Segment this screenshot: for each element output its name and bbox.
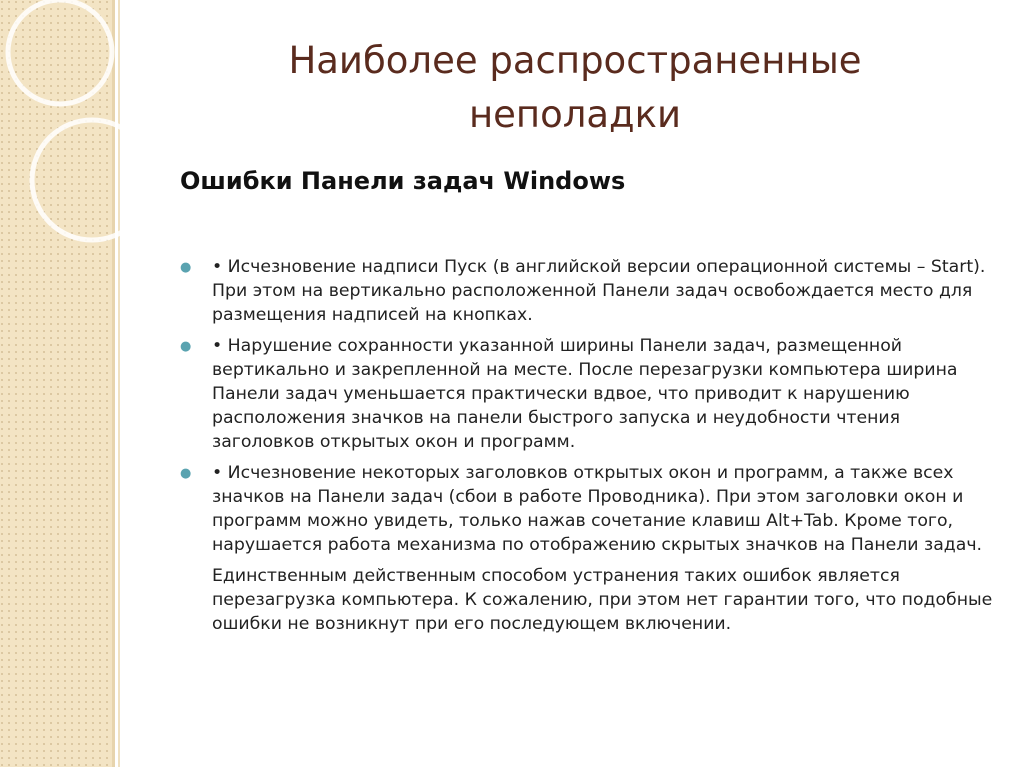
- list-item: [180, 255, 1000, 327]
- list-item: [180, 461, 1000, 636]
- list-item: [180, 334, 1000, 454]
- bullet-text: • Исчезновение надписи Пуск (в английской версии операционной системы – Start). При этом на вертикально расположенной Панели задач освобождается место для размещения надписей на кнопках.: [212, 257, 986, 325]
- bullet-continuation-text: Единственным действенным способом устранения таких ошибок является перезагрузка компьютера. К сожалению, при этом нет гарантии того, что подобные ошибки не возникнут при его последующем включении.: [212, 566, 993, 634]
- decorative-circle-bottom: [32, 120, 152, 240]
- bullet-list: [180, 255, 1000, 643]
- title-line-2: неполадки: [468, 93, 682, 136]
- bullet-icon: ●: [180, 466, 192, 481]
- slide-title: [160, 34, 990, 142]
- slide-subtitle: Ошибки Панели задач Windows: [180, 167, 626, 195]
- decorative-circle-top: [8, 0, 112, 104]
- bullet-text: • Нарушение сохранности указанной ширины Панели задач, размещенной вертикально и закрепленной на месте. После перезагрузки компьютера ширина Панели задач уменьшается практически вдвое, что приводит к нарушению расположения значков на панели быстрого запуска и неудобности чтения заголовков открытых окон и программ.: [212, 336, 958, 452]
- bullet-icon: ●: [180, 339, 192, 354]
- title-line-1: Наиболее распространенные: [288, 39, 862, 82]
- bullet-text: • Исчезновение некоторых заголовков открытых окон и программ, а также всех значков на Панели задач (сбои в работе Проводника). При этом заголовки окон и программ можно увидеть, только нажав сочетание клавиш Alt+Tab. Кроме того, нарушается работа механизма по отображению скрытых значков на Панели задач.: [212, 463, 983, 555]
- bullet-icon: ●: [180, 260, 192, 275]
- decorative-circles: [0, 0, 160, 260]
